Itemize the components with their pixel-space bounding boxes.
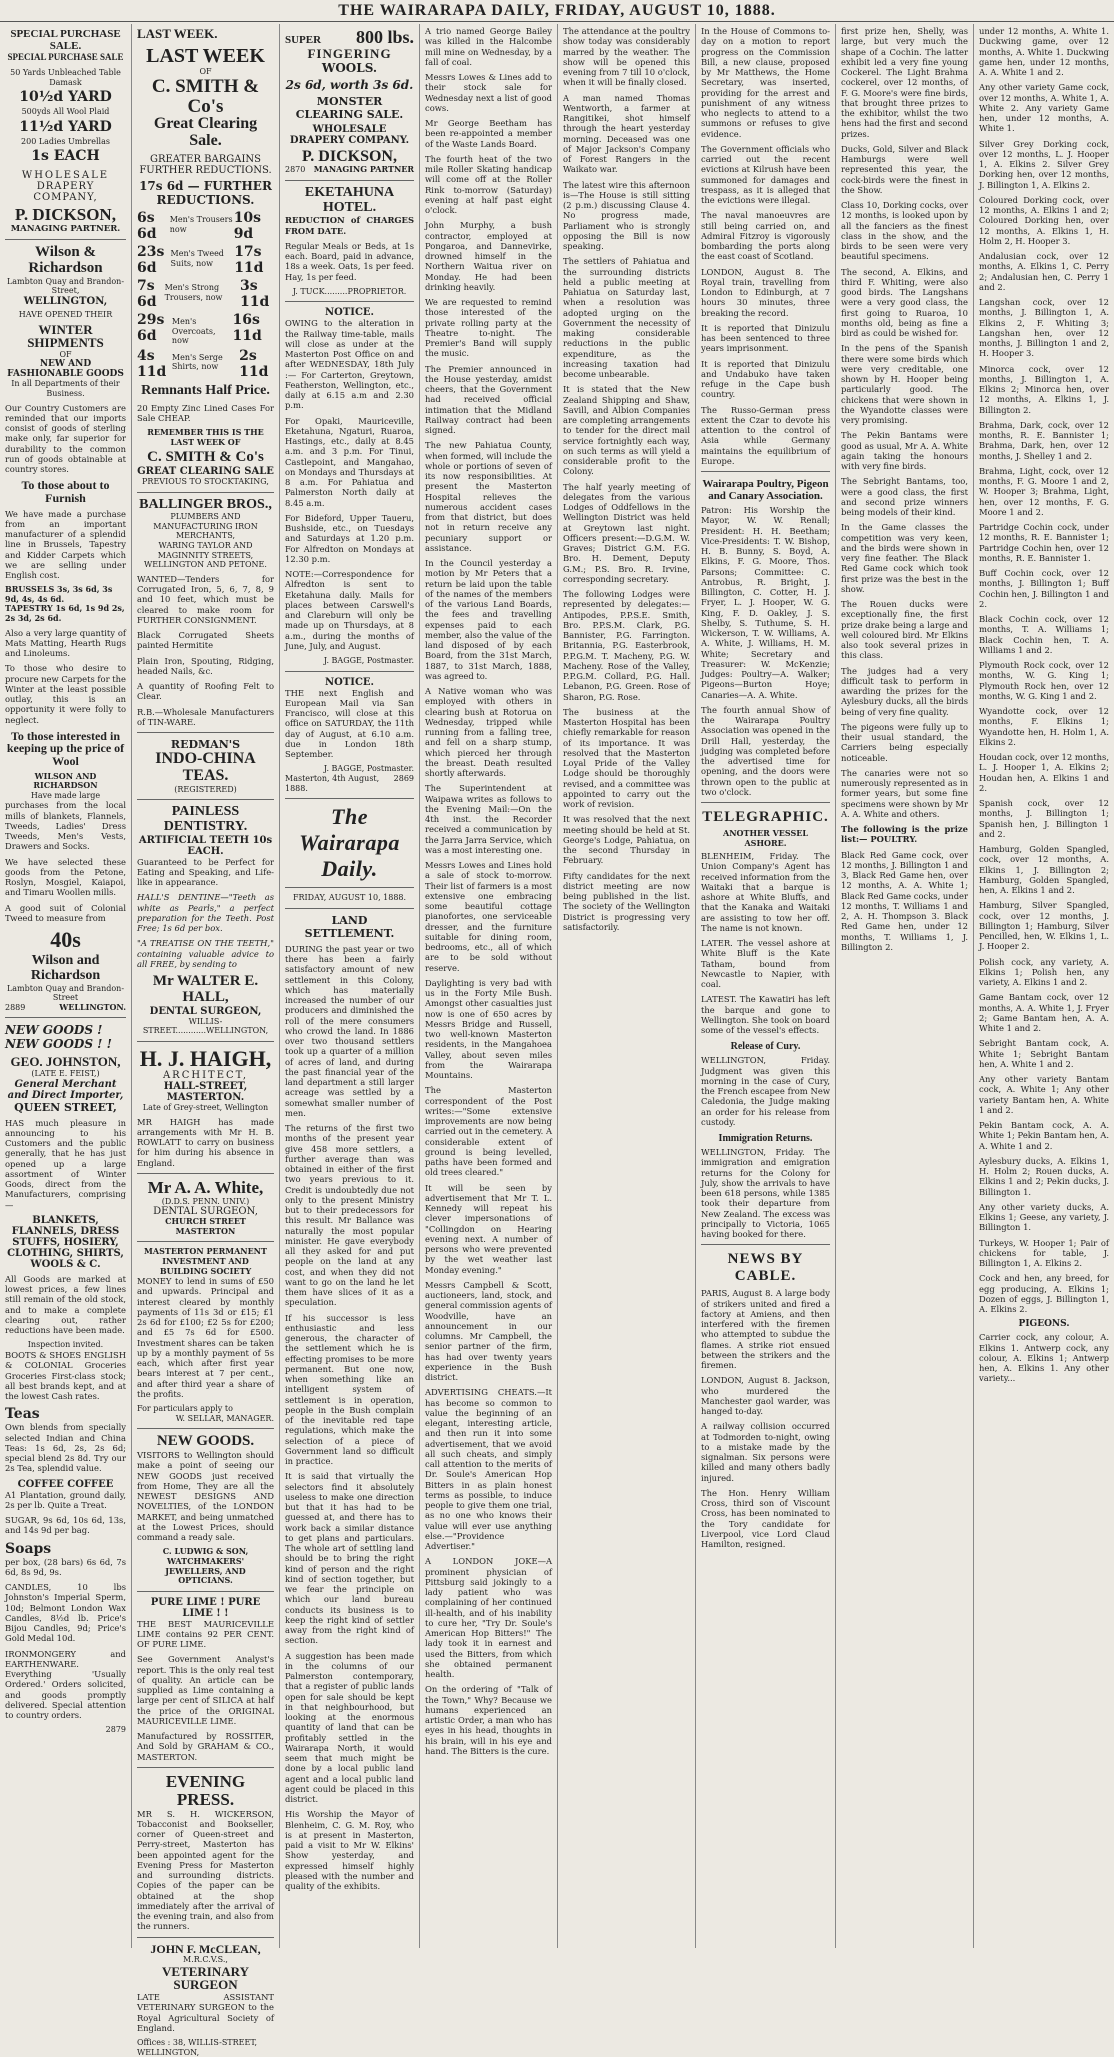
- price-umbrellas: 1s EACH: [31, 148, 100, 165]
- news-paragraph: The latest wire this afternoon is—The House is still sitting (2 p.m.) discussing Clause 4. No progress made, Parliament who is strongly opposing the Bill is now speaking.: [563, 179, 690, 251]
- smith-name: C. SMITH & Co's: [151, 75, 260, 117]
- iron-tenders: WANTED—Tenders for Corrugated Iron, 5, 6, 7, 8, 9 and 10 feet, which must be cleared to make room for FURTHER CONSIGNMENT.: [137, 573, 274, 625]
- halls-dentine: HALL'S DENTINE—"Teeth as white as Pearls," a perfect preparation for the Teeth. Post Free; 1s 6d per box.: [137, 892, 274, 934]
- news-paragraph: The Russo-German press extent the Czar to devote his attention to the control of Asia while Germany maintains the equilibrium of Europe.: [701, 404, 830, 466]
- prize-entry: Aylesbury ducks, A. Elkins 1, H. Holm 2; Rouen ducks, A. Elkins 1 and 2; Pekin ducks, J. Billington 1.: [979, 1155, 1109, 1197]
- news-paragraph: The new Pahiatua County, when formed, will include the whole or portions of seven of its now responsibilities. At present the Masterton Hospital relieves the numerous accident cases from that district, but does not in return receive any pecuniary support or assistance.: [425, 440, 552, 553]
- great-clearing: Great Clearing Sale.: [153, 115, 258, 150]
- news-paragraph: John Murphy, a bush contractor, employed at Pongaroa, and Dannevirke, drowned himself in the Northern Waitua river on Monday. He had been drinking heavily.: [425, 220, 552, 292]
- treatise-teeth: "A TREATISE ON THE TEETH," containing valuable advice to all FREE, by sending to: [137, 938, 274, 969]
- prize-entry: Polish cock, any variety, A. Elkins 1; Polish hen, any variety, A. Elkins 1 and 2.: [979, 956, 1109, 987]
- prize-entry: Any other variety Bantam cock, A. White 1; Any other variety Bantam hen, A. White 1 and 2.: [979, 1074, 1109, 1115]
- queen-street: QUEEN STREET,: [14, 1100, 117, 1114]
- column-6: [696, 24, 836, 1948]
- news-paragraph: The Masterton correspondent of the Post writes:—"Some extensive improvements are now being carried out in the cemetery. A considerable extent of ground is being levelled, paths have been formed and old trees cleared.": [425, 1085, 552, 1178]
- item-umbrellas: 200 Ladies Umbrellas: [21, 136, 110, 146]
- mrcvs: M.R.C.V.S.,: [183, 1955, 228, 1965]
- column-2: [132, 24, 280, 2057]
- willis-street: WILLIS-STREET............WELLINGTON,: [142, 1016, 269, 1036]
- column-5: [558, 24, 696, 1948]
- johnston-announce: HAS much pleasure in announcing to his Customers and the public generally, that he has just opened up a large assortment of Winter Goods, direct from the Manufacturers, comprising—: [5, 1117, 126, 1210]
- ballinger-address: WARING TAYLOR AND MAGINNITY STREETS, WELLINGTON AND PETONE.: [144, 541, 267, 570]
- suit-price: 40s: [50, 927, 81, 953]
- redmans: REDMAN'S: [170, 738, 241, 752]
- column-8: [974, 24, 1114, 1948]
- land-p3: If his successor is less enthusiastic and less generous, the character of the settlement which he is effecting promises to be more permanent. But one now, when something like an intelligent system of settlement is in operation, people in the Bush complain of the inevitable red tape regulations, which make the selection of a piece of Government land so difficult in practice.: [285, 1312, 414, 1467]
- mail-times-3: For Bideford, Upper Taueru, Bushside, etc., on Tuesdays and Saturdays at 1.20 p.m. For Alfredton on Mondays at 12.30 p.m.: [285, 512, 414, 564]
- show-report: Ducks, Gold, Silver and Black Hamburgs were well represented this year, the cock-birds were the finest in the Show.: [841, 143, 968, 195]
- of-label: OF: [59, 349, 72, 359]
- haigh-name: H. J. HAIGH,: [139, 1045, 272, 1071]
- plain-iron: Plain Iron, Spouting, Ridging, headed Nails, &c.: [137, 655, 274, 676]
- news-paragraph: Daylighting is very bad with us in the Forty Mile Bush. Amongst other casualties just now is one of 650 acres by Messrs Bridge and Russell, two well-known Masterton residents, in the Mangahoea Valley, about seven miles from the Wairarapa Mountains.: [425, 977, 552, 1080]
- dental-surgeon: DENTAL SURGEON,: [149, 1005, 262, 1017]
- land-settlement-heading: LAND SETTLEMENT.: [304, 913, 395, 940]
- mcclean-name: JOHN F. McCLEAN,: [150, 1941, 261, 1956]
- prize-entry: Buff Cochin cock, over 12 months, J. Billington 1; Buff Cochin hen, J. Billington 1 and 2.: [979, 568, 1109, 609]
- goods-marked: All Goods are marked at lowest prices, a few lines still remain of the old stock, and to make a complete clearing out, rather reductions have been made.: [5, 1273, 126, 1336]
- greater-bargains: GREATER BARGAINS: [149, 154, 262, 166]
- release-cury-heading: Release of Cury.: [730, 1041, 801, 1053]
- white-name: Mr A. A. White,: [147, 1177, 264, 1197]
- prize-entry: Any other variety Game cock, over 12 months, A. White 1, A. White 2. Any variety Game hen, under 12 months, A. White 1.: [979, 82, 1109, 134]
- prize-entry: Brahma, Dark, cock, over 12 months, R. E. Bannister 1; Brahma, Dark, hen, over 12 months, J. Shelley 1 and 2.: [979, 419, 1109, 461]
- prize-list-heading: The following is the prize list:— POULTRY.: [841, 824, 968, 845]
- remnants-half: Remnants Half Price.: [141, 382, 270, 398]
- land-p5: A suggestion has been made in the columns of our Palmerston contemporary, that a register of public lands open for sale should be kept in that neighbourhood, but looking at the enormous quantity of land that can be profitably settled in the Wairarapa North, it would seem that much might be done by a local public land agent and a local public land agent could be placed in this district.: [285, 1650, 414, 1805]
- news-paragraph: The business at the Masterton Hospital has been chiefly remarkable for reason of its importance. It was resolved that the Masterton Loyal Pride of the Valley Lodge should be thoroughly revised, and a committee was appointed to carry out the work of revision.: [563, 706, 690, 809]
- cable-text-4: The Hon. Henry William Cross, third son of Viscount Cross, has been nominated to the Tory candidate for Liverpool, vice Lord Claud Hamilton, resigned.: [701, 1487, 830, 1550]
- news-by-cable-heading: NEWS BY CABLE.: [727, 1251, 804, 1285]
- late-grey-street: Late of Grey-street, Wellington: [142, 1102, 269, 1112]
- late-assistant: LATE ASSISTANT VETERINARY SURGEON to the Royal Agricultural Society of England.: [137, 1992, 274, 2033]
- purchases-text: purchases from the local mills of blankets, Flannels, Tweeds, Ladies' Dress Tweeds, Men's Vests, Drawers and Socks.: [5, 800, 126, 852]
- news-paragraph: Fifty candidates for the next district meeting are now being published in the list. The society of the Wellington District is progressing very satisfactorily.: [563, 870, 690, 932]
- prize-entry: Hamburg, Golden Spangled, cock, over 12 months, A. Elkins 1, J. Billington 2; Hamburg, Golden Spangled, hen, A. Elkins 1 and 2.: [979, 844, 1109, 895]
- hall-street: HALL-STREET, MASTERTON.: [163, 1080, 248, 1103]
- pigeons-heading: PIGEONS.: [1018, 1319, 1070, 1330]
- news-paragraph: The Superintendent at Waipawa writes as follows to the Evening Mail:—On the 4th inst. the Recorder received a communication by the Jarra Jarra Service, which was a most interesting one.: [425, 783, 552, 855]
- immigration-heading: Immigration Returns.: [718, 1133, 813, 1145]
- have-opened: HAVE OPENED THEIR: [18, 309, 113, 319]
- price-now: 17s 11d: [234, 244, 264, 277]
- particulars: For particulars apply to: [137, 1404, 233, 1414]
- wool-heading: To those interested in keeping up the price of Wool: [6, 728, 125, 769]
- last-week-small: LAST WEEK.: [137, 26, 218, 41]
- ad-number-3: 2870: [285, 165, 306, 175]
- show-report: first prize hen, Shelly, was large, but very much the shape of a Cochin. The latter exhibit led a very fine young Cockerel. The Light Brahma cockerel, over 12 months, of F. G. Moore's were fine birds, that brought three prizes to the exhibitor, whilst the two hens had the first and second prizes.: [841, 26, 968, 139]
- prize-entry: Hamburg, Silver Spangled, cock, over 12 months, J. Billington 1; Hamburg, Silver Pencilled, hen, W. Elkins 1, L. J. Hooper 2.: [979, 900, 1109, 952]
- show-report: In the Game classes the competition was very keen, and the birds were shown in very fine feather. The Black Red Game cock which took first prize was the best in the show.: [841, 522, 968, 594]
- price-plaid: 11½d YARD: [19, 118, 112, 135]
- wr-city-2: WELLINGTON.: [59, 1001, 126, 1012]
- prize-entry: Brahma, Light, cock, over 12 months, F. G. Moore 1 and 2, W. Hooper 3; Brahma, Light, hen, over 12 months, F. G. Moore 1 and 2.: [979, 465, 1109, 517]
- tuck-proprietor: J. TUCK.........PROPRIETOR.: [292, 286, 407, 296]
- government-analyst: See Government Analyst's report. This is the only real test of quality. An article can be supplied as Lime containing a large per cent of SILICA at half the price of the ORIGINAL MAURICEVILLE LIME.: [137, 1654, 274, 1726]
- ad-number-2: 2879: [105, 1725, 126, 1735]
- winter-shipments: WINTER SHIPMENTS: [27, 321, 104, 351]
- price-now: 10s 9d: [233, 210, 262, 243]
- ballinger-name: BALLINGER BROS.,: [139, 496, 272, 512]
- news-paragraph: The Premier announced in the House yesterday, amidst cheers, that the Government had received official intimation that the Midland Railway contract had been signed.: [425, 363, 552, 435]
- item-damask: 50 Yards Unbleached Table Damask: [10, 68, 121, 87]
- boots-groceries: BOOTS & SHOES ENGLISH & COLONIAL Groceries Groceries First-class stock; all best brands kept, and at the lowest Cash rates.: [5, 1350, 126, 1402]
- news-paragraph: The attendance at the poultry show today was considerably marred by the weather. The show will be opened this evening from 7 till 10 o'clock, when it will be finally closed.: [563, 26, 690, 88]
- prize-entry: Turkeys, W. Hooper 1; Pair of chickens for table, J. Billington 1, A. Elkins 2.: [979, 1237, 1109, 1268]
- prize-entry: Minorca cock, over 12 months, J. Billington 1, A. Elkins 2; Minorca hen, over 12 months, A. Elkins 1, J. Billington 2.: [979, 363, 1109, 415]
- prize-entry: Cock and hen, any breed, for egg producing, A. Elkins 1; Dozen of eggs, J. Billington 1, A. Elkins 2.: [979, 1273, 1109, 1314]
- tapestry-prices: TAPESTRY 1s 6d, 1s 9d 2s, 2s 3d, 2s 6d.: [5, 603, 125, 624]
- dickson-name: P. DICKSON,: [15, 205, 116, 225]
- news-paragraph: On the ordering of "Talk of the Town," Why? Because we humans experienced an artistic Order, a man who has eyes in his head, thoughts in his brain, will in his eye and hand. The Bitters is the cure.: [425, 1684, 552, 1756]
- roofing-felt: A quantity of Roofing Felt to Clear.: [137, 681, 274, 702]
- lbs-800: 800 lbs.: [355, 27, 414, 47]
- veterinary-surgeon: VETERINARY SURGEON: [162, 1963, 249, 1993]
- coffee-text: A1 Plantation, ground daily, 2s per lb. Quite a Treat.: [5, 1489, 126, 1510]
- managing-partner: MANAGING PARTNER.: [10, 224, 121, 235]
- immigration-text: WELLINGTON, Friday. The immigration and emigration returns for the Colony for July, show the arrivals to have been 618 persons, while 1385 took their departure from New Zealand. The excess was principally to Victoria, 1065 having booked for there.: [701, 1147, 830, 1240]
- inspection: Inspection invited.: [27, 1340, 104, 1350]
- notice-2: NOTICE.: [324, 676, 375, 688]
- prize-entry: Coloured Dorking cock, over 12 months, A. Elkins 1 and 2; Coloured Dorking hen, over 12 months, A. Elkins 1, H. Holm 2, H. Hooper 3.: [979, 194, 1109, 246]
- news-paragraph: The half yearly meeting of delegates from the various Lodges of Oddfellows in the Wellington District was held at Greytown last night. Officers present:—D.G.M. W. Graves; District G.M. F.G. Bro. H. Dement, Deputy G.M.; P.S. Bro. R. Irvine, corresponding secretary.: [563, 481, 690, 584]
- news-paragraph: A LONDON JOKE—A prominent physician of Pittsburg said jokingly to a lady patient who was complaining of her continued ill-health, and of his inability to cure her, "Try Dr. Soule's American Hop Bitters!" The lady took it in earnest and used the Bitters, from which she obtained permanent health.: [425, 1556, 552, 1679]
- great-clearing-2: GREAT CLEARING SALE: [137, 465, 274, 477]
- column-3: [280, 24, 420, 1948]
- news-paragraph: LONDON, August 8. The Royal train, travelling from London to Edinburgh, at 7 hours 30 minutes, three breaking the record.: [701, 266, 830, 318]
- made-large: Have made large: [30, 790, 101, 800]
- wholesale-label: WHOLESALE: [21, 170, 110, 182]
- mills-text: We have selected these goods from the Petone, Roslyn, Mosgiel, Kaiapoi, and Timaru Woollen mills.: [5, 856, 126, 898]
- guaranteed-perfect: Guaranteed to be Perfect for Eating and Speaking, and Life-like in appearance.: [137, 856, 274, 888]
- column-4: [420, 24, 558, 1948]
- prize-entry: Spanish cock, over 12 months, J. Billington 1; Spanish hen, J. Billington 1 and 2.: [979, 798, 1109, 839]
- dickson-name-2: P. DICKSON,: [302, 147, 397, 165]
- bagge-postmaster-2: J. BAGGE, Postmaster.: [323, 764, 414, 774]
- suit-text: A good suit of Colonial Tweed to measure from: [5, 902, 126, 923]
- wool-price: 2s 6d, worth 3s 6d.: [285, 77, 414, 92]
- price-item: Men's Strong Trousers, now: [164, 283, 223, 302]
- prize-entry: Andalusian cock, over 12 months, A. Elkins 1, C. Perry 2; Andalusian hen, C. Perry 1 and 2.: [979, 251, 1109, 292]
- haigh-arrangements: MR HAIGH has made arrangements with Mr H. B. ROWLATT to carry on business for him during his absence in England.: [137, 1116, 274, 1168]
- ad-number-4: 2869: [393, 774, 414, 784]
- hotel-rates: Regular Meals or Beds, at 1s each. Board, paid in advance, 18s a week. Oats, 1s per feed. Hay, 1s per feed.: [285, 240, 414, 282]
- news-paragraph: A trio named George Bailey was killed in the Halcombe mill mine on Wednesday, by a fall of coal.: [425, 26, 552, 67]
- prize-entry: Partridge Cochin cock, under 12 months, R. E. Bannister 1; Partridge Cochin hen, over 12 months, R. E. Bannister 1.: [979, 522, 1109, 563]
- cable-text-3: A railway collision occurred at Todmorden to-night, owing to a mistake made by the signalman. Six persons were killed and many others badly injured.: [701, 1421, 830, 1483]
- sale-heading-2: SPECIAL PURCHASE SALE: [7, 52, 124, 62]
- wairarapa-daily-logo: The Wairarapa Daily.: [299, 804, 400, 882]
- news-paragraph: It will be seen by advertisement that Mr T. L. Kennedy will repeat his clever impersonations of "Collingdon on Hearing evening next. A number of persons who were prevented by the wet weather last Monday evening.": [425, 1182, 552, 1275]
- brussels-prices: BRUSSELS 3s, 3s 6d, 3s 9d, 4s, 4s 6d.: [5, 584, 113, 604]
- column-1: [0, 24, 132, 1948]
- reduction-17s: 17s 6d — FURTHER REDUCTIONS.: [139, 179, 272, 208]
- wools: WOOLS.: [321, 60, 378, 75]
- news-paragraph: In the House of Commons to-day on a motion to report progress on the Commission Bill, a new clause, proposed by Mr Matthews, the Home Secretary, was inserted, providing for the arrest and punishment of any witness who neglects to attend to a summons or refuses to give evidence.: [701, 26, 830, 139]
- price-item: Men's Serge Shirts, now: [171, 352, 223, 372]
- news-paragraph: ADVERTISING CHEATS.—It has become so common to value the beginning of an elegant, interesting article, and then run it into some advertisement, that we avoid all such cheats, and simply call attention to the merits of Dr. Soule's American Hop Bitters in as plain honest terms as possible, to induce people to give them one trial, as no one who knows their value will ever use anything else.—"Providence Advertiser.": [425, 1387, 552, 1551]
- news-paragraph: In the Council yesterday a motion by Mr Peters that a return be laid upon the table of the names of the members of the various Land Boards, the fees and travelling expenses paid to each member, also the value of the land disposed of by each Board, from the 31st March, 1887, to 31st March, 1888, was agreed to.: [425, 558, 552, 681]
- wholesale-drapery: WHOLESALE DRAPERY COMPANY.: [289, 123, 410, 146]
- sugar-text: SUGAR, 9s 6d, 10s 6d, 13s, and 14s 9d per bag.: [5, 1515, 126, 1536]
- evening-press: EVENING PRESS.: [165, 1771, 246, 1809]
- cable-text-1: PARIS, August 8. A large body of strikers united and fired a factory at Amiens, and then interfered with the firemen who attempted to subdue the flames. A strike riot ensued between the strikers and the firemen.: [701, 1288, 830, 1371]
- new-goods-2: NEW GOODS.: [156, 1433, 255, 1450]
- release-cury-text: WELLINGTON, Friday. Judgment was given this morning in the case of Cury, the French escapee from New Caledonia, the Judge making an order for his release from custody.: [701, 1055, 830, 1127]
- further-reductions: FURTHER REDUCTIONS.: [139, 165, 272, 177]
- prize-entry: Sebright Bantam cock, A. White 1; Sebright Bantam hen, A. White 1 and 2.: [979, 1038, 1109, 1069]
- sellar-manager: W. SELLAR, MANAGER.: [175, 1413, 274, 1423]
- show-report: The Rouen ducks were exceptionally fine, the first prize drake being a large and well coloured bird. Mr Elkins also took several prizes in this class.: [841, 599, 968, 661]
- country-customers-text: Our Country Customers are reminded that our imports consist of goods of sterling make only, far superior for durability to the common run of goods obtainable at country stores.: [5, 402, 126, 475]
- show-report: The judges had a very difficult task to perform in awarding the prizes for the Aylesbury ducks, all the birds being of very fine quality.: [841, 665, 968, 717]
- news-paragraph: Messrs Campbell & Scott, auctioneers, land, stock, and general commission agents of Woodville, have an announcement in our columns. Mr Campbell, the senior partner of the firm, has had over twenty years experience in the Bush district.: [425, 1279, 552, 1382]
- coffee-heading: COFFEE COFFEE: [17, 1478, 114, 1490]
- ballinger-trade: PLUMBERS AND MANUFACTURING IRON MERCHANTS,: [153, 512, 258, 541]
- ludwig: C. LUDWIG & SON, WATCHMAKERS' JEWELLERS, AND OPTICIANS.: [162, 1546, 249, 1586]
- money-lend: MONEY to lend in sums of £50 and upwards. Principal and interest cleared by monthly payments of 11s 3d or £15; £1 2s 6d for £100; £2 5s for £200; and £5 7s 6d for £500. Investment shares can be taken up by a monthly payment of 5s each, which after first year bears interest at 7 per cent., and after third year a share of the profits.: [137, 1276, 274, 1399]
- new-goods-heading: NEW GOODS ! NEW GOODS ! !: [5, 1023, 112, 1052]
- new-goods-label: NEW AND FASHIONABLE GOODS: [7, 359, 124, 380]
- soaps-text: per box, (28 bars) 6s 6d, 7s 6d, 8s 9d, 9s.: [5, 1556, 126, 1577]
- prize-entry: under 12 months, A. White 1. Duckwing game, over 12 months, A. White 1. Duckwing game hen, under 12 months, A. A. White 1 and 2.: [979, 26, 1109, 77]
- managing-partner-2: MANAGING PARTNER: [313, 164, 414, 175]
- prize-entry: Black Cochin cock, over 12 months, T. A. Williams 1; Black Cochin hen, T. A. Williams 1 and 2.: [979, 614, 1109, 655]
- prize-list-start: Black Red Game cock, over 12 months, J. Billington 1 and 3, Black Red Game hen, over 12 months, A. A. White 1; Black Red Game cocks, under 12 months, T. Williams 1 and 2, A. H. Thompson 3. Black Red Game hen, under 12 months, T. Williams 1, J. Billington 2.: [841, 849, 969, 952]
- prize-entry: Silver Grey Dorking cock, over 12 months, L. J. Hooper 1, A. Elkins 2. Silver Grey Dorking hen, over 12 months, J. Billington 1, A. Elkins 2.: [979, 138, 1109, 190]
- news-paragraph: It is reported that Dinizulu has been sentenced to three years imprisonment.: [701, 322, 830, 354]
- price-now: 2s 11d: [239, 347, 269, 380]
- mail-note: NOTE:—Correspondence for Alfredton is sent to Eketahuna daily. Mails for places between Carswell's and Clareburn will only be made up on Thursdays, at 8 a.m., during the months of June, July, and August.: [285, 569, 414, 651]
- wickerson-text: MR S. H. WICKERSON, Tobacconist and Bookseller, corner of Queen-street and Perry-street, Masterton has been appointed agent for the Evening Press for Masterton and surrounding districts. Copies of the paper can be obtained at the shop immediately after the arrival of the evening train, and also from the runners.: [137, 1808, 274, 1932]
- news-paragraph: It is stated that the New Zealand Shipping and Shaw, Savill, and Albion Companies are completing arrangements to tender for the direct mail service fortnightly each way, on such terms as will yield a considerable profit to the Colony.: [563, 384, 690, 477]
- poultry-association-heading: Wairarapa Poultry, Pigeon and Canary Association.: [702, 478, 829, 502]
- mauriceville-lime: THE BEST MAURICEVILLE LIME contains 92 PER CENT. OF PURE LIME.: [137, 1618, 274, 1650]
- remember-last: REMEMBER THIS IS THE LAST WEEK OF: [147, 427, 264, 447]
- show-report: The canaries were not so numerously represented as in former years, but some fine specimens were shown by Mr A. A. White and others.: [841, 767, 968, 819]
- white-dds: (D.D.S. PENN. UNIV.): [161, 1196, 250, 1206]
- carpet-text: We have made a purchase from an important manufacturer of a splendid line in Brussels, Tapestry and Kidder Carpets which we are selling under English cost.: [5, 508, 126, 580]
- teas-text: Own blends from specially selected Indian and China Teas: 1s 6d, 2s, 2s 6d; special blend 2s 8d. Try our 2s Tea, splendid value.: [5, 1422, 126, 1474]
- news-paragraph: Messrs Lowes and Lines hold a sale of stock to-morrow. Their list of farmers is a most extensive one embracing some beautiful cottage pianofortes, one serviceable dresser, and the furniture suitable for dining room, bedrooms, etc., all of which are to be sold without reserve.: [425, 860, 552, 973]
- reduction-charges: REDUCTION of CHARGES FROM DATE.: [285, 215, 414, 236]
- price-now: 16s 11d: [232, 312, 262, 345]
- association-officers: Patron: His Worship the Mayor, W. W. Renall; President: H. H. Beetham; Vice-Presidents: T. W. Bishop, H. B. Bunny, S. Boyd, A. Elkins, F. G. Moore, Thos. Parsons; Committee: C. Antrobus, R. Bright, J. Billington, C. Cotter, H. J. Fryer, L. J. Hooper, W. G. King, F. D. Oakley, J. S. Shelby, S. Tuthume, S. H. Wickerson, T. W. Williams, A. A. White, J. Williams, H. M. White; Secretary and Treasurer: W. McKenzie; Judges: Poultry—A. Walker; Pigeons—Burton Hoye; Canaries—A. A. White.: [701, 505, 830, 700]
- vessel-text-2: LATER. The vessel ashore at White Bluff is the Kate Tatham, bound from Newcastle to Napier, with coal.: [701, 938, 830, 990]
- of-label-2: OF: [199, 67, 212, 76]
- price-damask: 10½d YARD: [19, 89, 112, 106]
- prize-entry: Langshan cock, over 12 months, J. Billington 1, A. Elkins 2, F. Whiting 3; Langshan hen, over 12 months, J. Billington 1 and 2, H. Hooper 3.: [979, 297, 1109, 359]
- item-plaid: 500yds All Wool Plaid: [21, 107, 110, 117]
- prize-entry: Game Bantam cock, over 12 months, A. A. White 1, J. Fryer 2; Game Bantam hen, A. A. White 1 and 2.: [979, 992, 1109, 1033]
- price-was: 4s 11d: [137, 347, 167, 380]
- show-report: The Sebright Bantams, too, were a good class, the first and second prize winners being models of their kind.: [841, 476, 968, 517]
- notice-1: NOTICE.: [324, 307, 375, 319]
- land-p1: DURING the past year or two there has been a fairly satisfactory amount of new settlement in this Colony, which has materially increased the number of our producers and diminished the roll of the mere consumers who crowd the land. In 1886 over two thousand settlers took up a quarter of a million of acres of land, and during the past financial year of the land department a still larger acreage was settled by a somewhat smaller number of men.: [285, 943, 414, 1118]
- church-street: CHURCH STREET MASTERTON: [165, 1216, 246, 1236]
- price-item: Men's Tweed Suits, now: [170, 249, 224, 268]
- editorial-date: FRIDAY, AUGUST 10, 1888.: [292, 893, 407, 903]
- vessel-text-1: BLENHEIM, Friday. The Union Company's Agent has received information from the Waitaki that a barque is ashore at White Bluffs, and that the Kanaka and Waitaki are assisting to tow her off. The name is not known.: [701, 851, 830, 933]
- show-report: Class 10, Dorking cocks, over 12 months, is looked upon by all the fanciers as the finest class in the show, and the birds to be seen were very beautiful specimens.: [841, 200, 968, 262]
- news-paragraph: We are requested to remind those interested of the private rolling party at the Theatre to-night. The Premier's Band will supply the music.: [425, 297, 552, 359]
- price-was: 6s 6d: [137, 210, 157, 243]
- bagge-postmaster: J. BAGGE, Postmaster.: [323, 656, 414, 666]
- prize-entry: Pekin Bantam cock, A. A. White 1; Pekin Bantam hen, A. A. White 1 and 2.: [979, 1120, 1109, 1151]
- monster-clearing: MONSTER CLEARING SALE.: [295, 94, 404, 121]
- land-p2: The returns of the first two months of the present year give 458 more settlers, a further average than was obtained in either of the first two years previous to it. Credit is undoubtedly due not only to the present Ministry but to their predecessors for this result. Mr Ballance was naturally the most popular minister. He gave everybody all they asked for and put people on the land at any cost, and when they did not want to go on the land he let them have slices of it as a speculation.: [285, 1123, 414, 1308]
- land-p4: It is said that virtually the selectors find it absolutely useless to make one direction but that it has had to be guessed at, and there has to work back a similar distance to get plans and particulars. The whole art of settling land should be to bring the right kind of person and the right kind of section together, but we fear the principle on which our land bureau conducts its business is to keep the right kind of settler away from the right kind of section.: [285, 1471, 414, 1646]
- wr-caps: WILSON AND RICHARDSON: [33, 770, 98, 791]
- tin-ware: R.B.—Wholesale Manufacturers of TIN-WARE.: [137, 706, 274, 727]
- news-paragraph: It was resolved that the next meeting should be held at St. George's Lodge, Pahiatua, on the second Thursday in February.: [563, 814, 690, 866]
- wr-address: Lambton Quay and Brandon-Street,: [6, 276, 125, 296]
- ad-number-1: 2889: [5, 1002, 26, 1012]
- black-sheets: Black Corrugated Sheets painted Hermitite: [137, 630, 274, 651]
- zinc-cases: 20 Empty Zinc Lined Cases For Sale CHEAP.: [137, 402, 274, 423]
- wr-city: WELLINGTON,: [23, 295, 108, 307]
- visitors-text: VISITORS to Wellington should make a point of seeing our NEW GOODS just received from Home, They are all the NEWEST DESIGNS AND NOVELTIES, of the LONDON MARKET, and being unmatched at the Lowest Prices, should command a ready sale.: [137, 1450, 274, 1543]
- prize-entry: Any other variety ducks, A. Elkins 1; Geese, any variety, J. Billington 1.: [979, 1201, 1109, 1233]
- furnish-heading: To those about to Furnish: [21, 478, 110, 505]
- show-report: The pigeons were fully up to their usual standard, the Carriers being especially noticeable.: [841, 721, 968, 763]
- price-now: 3s 11d: [240, 278, 270, 311]
- news-paragraph: The Government officials who carried out the recent evictions at Kilrush have been summoned for damages and trespass, as it is alleged that the evictions were illegal.: [701, 143, 830, 205]
- prize-entry: Plymouth Rock cock, over 12 months, W. G. King 1; Plymouth Rock hen, over 12 months, W. G. King 1 and 2.: [979, 660, 1109, 701]
- manufactured-by: Manufactured by ROSSITER, And Sold by GRAHAM & CO., MASTERTON.: [137, 1731, 274, 1762]
- wilson-richardson-2: Wilson and Richardson: [30, 953, 101, 983]
- price-item: Men's Overcoats, now: [171, 317, 216, 346]
- prize-entry: Carrier cock, any colour, A. Elkins 1. Antwerp cock, any colour, A. Elkins 1; Antwerp hen, A. Elkins 1. Any other variety...: [979, 1332, 1109, 1384]
- news-paragraph: A man named Thomas Wentworth, a farmer at Rangitikei, shot himself through the heart yesterday morning. Deceased was one of Major Jackson's Company of Forest Rangers in the Waikato war.: [563, 92, 690, 175]
- telegraphic-heading: TELEGRAPHIC.: [702, 809, 829, 825]
- painless-dentistry: PAINLESS DENTISTRY.: [163, 804, 248, 834]
- news-paragraph: It is reported that Dinizulu and Undabuko have taken refuge in the Cape bush country.: [701, 358, 830, 400]
- johnston-late: (LATE E. FEIST,): [31, 1069, 100, 1079]
- news-paragraph: A Native woman who was employed with others in clearing bush at Rotorua on Wednesday, tripped while running from a falling tree, and fell on a sharp stump, which pierced her through the breast. Death resulted shortly afterwards.: [425, 686, 552, 778]
- news-paragraph: The settlers of Pahiatua and the surrounding districts held a public meeting at Pahiatua on Saturday last, when a resolution was adopted urging on the Government the necessity of making considerable reductions in the public expenditure, as the increasing taxation had become unbearable.: [563, 256, 690, 379]
- pure-lime: PURE LIME ! PURE LIME ! !: [150, 1596, 261, 1619]
- cable-text-2: LONDON, August 8. Jackson, who murdered the Manchester gaol warder, was hanged to-day.: [701, 1375, 830, 1417]
- registered: (REGISTERED): [174, 784, 237, 794]
- mail-times-1: OWING to the alteration in the Railway time-table, mails will close as under at the Masterton Post Office on and after WEDNESDAY, 18th July :— For Carterton, Greytown, Featherston, Wellington, etc., daily at 6.15 a.m and 2.30 p.m.: [285, 318, 414, 411]
- news-paragraph: Mr George Beetham has been re-appointed a member of the Waste Lands Board.: [425, 118, 552, 149]
- sale-heading: SPECIAL PURCHASE SALE.: [10, 28, 121, 52]
- previous-stocktaking: PREVIOUS TO STOCKTAKING,: [142, 476, 269, 486]
- johnston-name: GEO. JOHNSTON,: [10, 1054, 121, 1070]
- prize-entry: Houdan cock, over 12 months, L. J. Hooper 1, A. Elkins 2; Houdan hen, A. Elkins 1 and 2.: [979, 752, 1109, 793]
- johnston-merchant: General Merchant and Direct Importer,: [7, 1078, 124, 1101]
- fourth-show: The fourth annual Show of the Wairarapa Poultry Association was opened in the Drill Hall, yesterday, the judging was completed before the advertised time for opening, and the doors were thrown open to the public at two o'clock.: [701, 704, 830, 797]
- news-paragraph: The following Lodges were represented by delegates:—Antipodes, P.P.S.E. Smith, Bro. P.P.S.M. Clark, P.G. Bannister, P.G. Farrington. Britannia, P.G. Easterbrook, P.P.G.M. T. Macheny, P.G. W. Macheny. Rose of the Valley, P.P.G.M. Collard, P.G. Hall. Lebanon, P.G. Green. Rose of Sharon, P.G. Rose.: [563, 589, 690, 702]
- wr-address-2: Lambton Quay and Brandon-Street: [6, 983, 125, 1003]
- offices: Offices : 38, WILLIS-STREET, WELLINGTON,: [137, 2038, 258, 2057]
- eketahuna-hotel: EKETAHUNA HOTEL.: [304, 184, 395, 215]
- price-item: Men's Trousers now: [169, 215, 233, 234]
- price-was: 7s 6d: [137, 278, 157, 311]
- column-7: [836, 24, 974, 1948]
- english-mail: THE next English and European Mail via San Francisco, will close at this office on SATURDAY, the 11th day of August, at 6.10 a.m. due in London 18th September.: [285, 687, 414, 760]
- masthead: [0, 0, 1114, 22]
- candles-text: CANDLES, 10 lbs Johnston's Imperial Sperm, 10d; Belmont London Wax Candles, 8½d lb. Price's Bijou Candles, 9d; Price's Gold Medal 10d.: [5, 1582, 126, 1644]
- masthead-title: THE WAIRARAPA DAILY, FRIDAY, AUGUST 10, 1888.: [338, 1, 776, 19]
- soaps-heading: Soaps: [5, 1540, 52, 1557]
- land-p6: His Worship the Mayor of Blenheim, C. G. M. Roy, who is at present in Masterton, paid a visit to Mr W. Elkins' Show yesterday, and expressed himself highly pleased with the number and quality of the exhibits.: [285, 1809, 414, 1892]
- notice-date: Masterton, 4th August, 1888.: [285, 774, 380, 793]
- mail-times-2: For Opaki, Mauriceville, Eketahuna, Ngaturi, Ruaroa, Hastings, etc., daily at 8.45 a.m. and 3 p.m. For Tinui, Castlepoint, and Mangahao, on Mondays and Thursdays at 8 a.m. For Pahiatua and Palmerston North daily at 8.45 a.m.: [285, 415, 414, 508]
- prize-entry: Wyandotte cock, over 12 months, F. Elkins 1; Wyandotte hen, H. Holm 1, A. Elkins 2.: [979, 706, 1109, 747]
- drapery-label: DRAPERY COMPANY,: [33, 181, 98, 204]
- walter-hall: Mr WALTER E. HALL,: [152, 973, 259, 1005]
- show-report: The second, A. Elkins, and third F. Whiting, were also good birds. The Langshans were a very good class, the first going to Ruaroa, 10 months old, being as fine a bird as could be wished for.: [841, 266, 968, 338]
- dental-surgeon-2: DENTAL SURGEON,: [153, 1206, 258, 1218]
- last-week-big: LAST WEEK: [146, 45, 265, 67]
- artificial-teeth: ARTIFICIAL TEETH 10s EACH.: [138, 834, 273, 857]
- carpets-winter-text: To those who desire to procure new Carpets for the Winter at the least possible outlay, this is an opportunity it were folly to neglect.: [5, 663, 126, 725]
- goods-list: BLANKETS, FLANNELS, DRESS STUFFS, HOSIERY, CLOTHING, SHIRTS, WOOLS & C.: [7, 1214, 124, 1270]
- vessel-ashore-heading: ANOTHER VESSEL ASHORE.: [723, 828, 808, 848]
- price-was: 23s 6d: [137, 244, 165, 277]
- price-was: 29s 6d: [137, 312, 165, 345]
- mats-text: Also a very large quantity of Mats Matting, Hearth Rugs and Linoleums.: [5, 627, 126, 659]
- news-paragraph: Messrs Lowes & Lines add to their stock sale for Wednesday next a list of good cows.: [425, 72, 552, 113]
- news-paragraph: The naval manoeuvres are still being carried on, and Admiral Fitzroy is vigorously bombarding the ports along the east coast of Scotland.: [701, 210, 830, 262]
- teas-heading: Teas: [5, 1406, 40, 1423]
- news-paragraph: The fourth heat of the two mile Roller Skating handicap will come off at the Roller Rink to-morrow (Saturday) evening at half past eight o'clock.: [425, 153, 552, 215]
- wilson-richardson: Wilson & Richardson: [28, 244, 103, 276]
- mpibs: MASTERTON PERMANENT INVESTMENT AND BUILDING SOCIETY: [144, 1246, 267, 1276]
- super-label: SUPER: [285, 34, 322, 46]
- architect: ARCHITECT,: [162, 1069, 249, 1081]
- show-report: The Pekin Bantams were good as usual, Mr A. A. White again taking the honours with very fine birds.: [841, 430, 968, 471]
- fingering: FINGERING: [307, 45, 392, 61]
- show-report: In the pens of the Spanish there were some birds which were very creditable, one shown by H. Hooper being particularly good. The chickens that were shown in the Wyandotte classes were very promising.: [841, 343, 968, 425]
- indo-china-teas: INDO-CHINA TEAS.: [155, 750, 256, 784]
- ironmongery-text: IRONMONGERY and EARTHENWARE. Everything 'Usually Ordered.' Orders solicited, and goods promptly delivered. Special attention to country orders.: [5, 1648, 126, 1721]
- smith-name-2: C. SMITH & Co's: [147, 449, 264, 466]
- vessel-text-3: LATEST. The Kawatiri has left the barque and gone to Wellington. She took on board some of the vessel's effects.: [701, 994, 830, 1036]
- departments: In all Departments of their Business.: [11, 379, 120, 398]
